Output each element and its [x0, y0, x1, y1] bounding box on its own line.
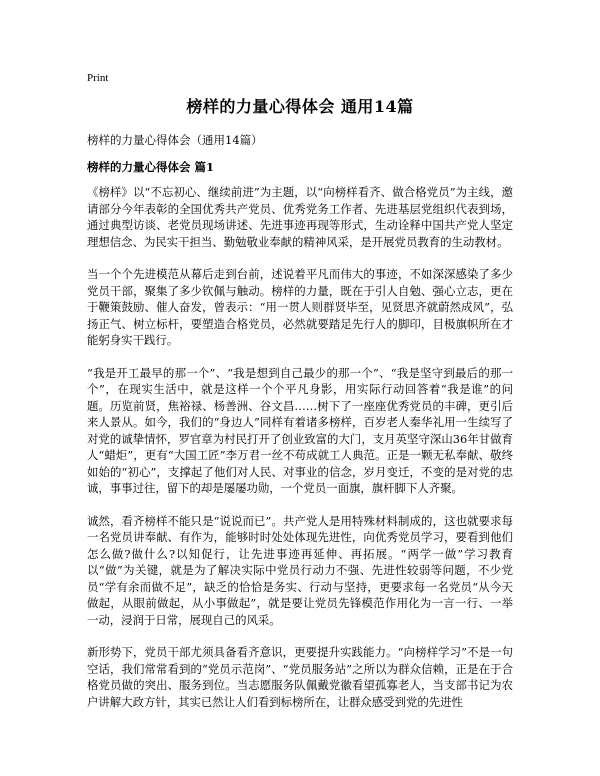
- print-link[interactable]: Print: [87, 72, 109, 84]
- section-heading: 榜样的力量心得体会 篇1: [87, 160, 215, 174]
- paragraph-4: 诚然，看齐榜样不能只是“说说而已”。共产党人是用特殊材料制成的，这也就要求每一名党员讲奉献、有作为，能够时时处处体现先进性，向优秀党员学习，要看到他们怎么做?做什么?以知促行，让先进事迹再延伸、再拓展。“两学一做”学习教育以“做”为关键，就是为了解决实际中党员行动力不强、先进性较弱等问题，不少党员“学有余而做不足”，缺乏的恰恰是务实、行动与坚持，更要求每一名党员“从今天做起，从眼前做起，从小事做起”，就是要让党员先锋模范作用化为一言一行、一举一动，浸润于日常，展现自己的风采。: [87, 513, 513, 627]
- paragraph-3: “我是开工最早的那一个”、“我是想到自己最少的那一个”、“我是坚守到最后的那一个”，在现实生活中，就是这样一个个平凡身影，用实际行动回答着“我是谁”的问题。历览前贤，焦裕禄、杨善洲、谷文昌……树下了一座座优秀党员的丰碑，更引后来人景从。如今，我们的“身边人”同样有着诸多榜样，百岁老人秦华礼用一生续写了对党的诚挚情怀，罗官章为村民打开了创业致富的大门，支月英坚守深山36年甘做育人“蜡炬”，更有“大国工匠”李万君一丝不苟成就工人典范。正是一颗无私奉献、敬终如始的“初心”，支撑起了他们对人民、对事业的信念，岁月变迁，不变的是对党的忠诚，事事过往，留下的却是屡屡功勋，一个党员一面旗，旗杆脚下人齐聚。: [87, 365, 513, 495]
- article-body: [87, 184, 513, 726]
- document-subtitle: 榜样的力量心得体会（通用14篇）: [87, 133, 263, 147]
- paragraph-2: 当一个个先进模范从幕后走到台前，述说着平凡而伟大的事迹，不如深深感染了多少党员干部，聚集了多少钦佩与触动。榜样的力量，既在于引人自勉、强心立志，更在于鞭策鼓励、催人奋发，曾表示：“用一贯人则群贤毕至，见贤思齐就蔚然成风”，弘扬正气、树立标杆，要塑造合格党员，必然就要踏足先行人的脚印，目极旗帜所在才能躬身实干践行。: [87, 267, 513, 347]
- paragraph-1: 《榜样》以“不忘初心、继续前进”为主题，以“向榜样看齐、做合格党员”为主线，邀请部分今年表彰的全国优秀共产党员、优秀党务工作者、先进基层党组织代表到场，通过典型访谈、老党员现场讲述、先进事迹再现等形式，生动诠释中国共产党人坚定理想信念、为民实干担当、勤勉敬业奉献的精神风采，是开展党员教育的生动教材。: [87, 185, 513, 249]
- paragraph-5: 新形势下，党员干部尤须具备看齐意识，更要提升实践能力。“向榜样学习”不是一句空话，我们常常看到的“党员示范岗”、“党员服务站”之所以为群众信赖，正是在于合格党员做的突出、服务到位。当志愿服务队佩戴党徽看望孤寡老人，当支部书记为农户讲解大政方针，其实已然让人们看到标榜所在，让群众感受到党的先进性: [87, 645, 513, 709]
- page-title: 榜样的力量心得体会 通用14篇: [186, 97, 414, 116]
